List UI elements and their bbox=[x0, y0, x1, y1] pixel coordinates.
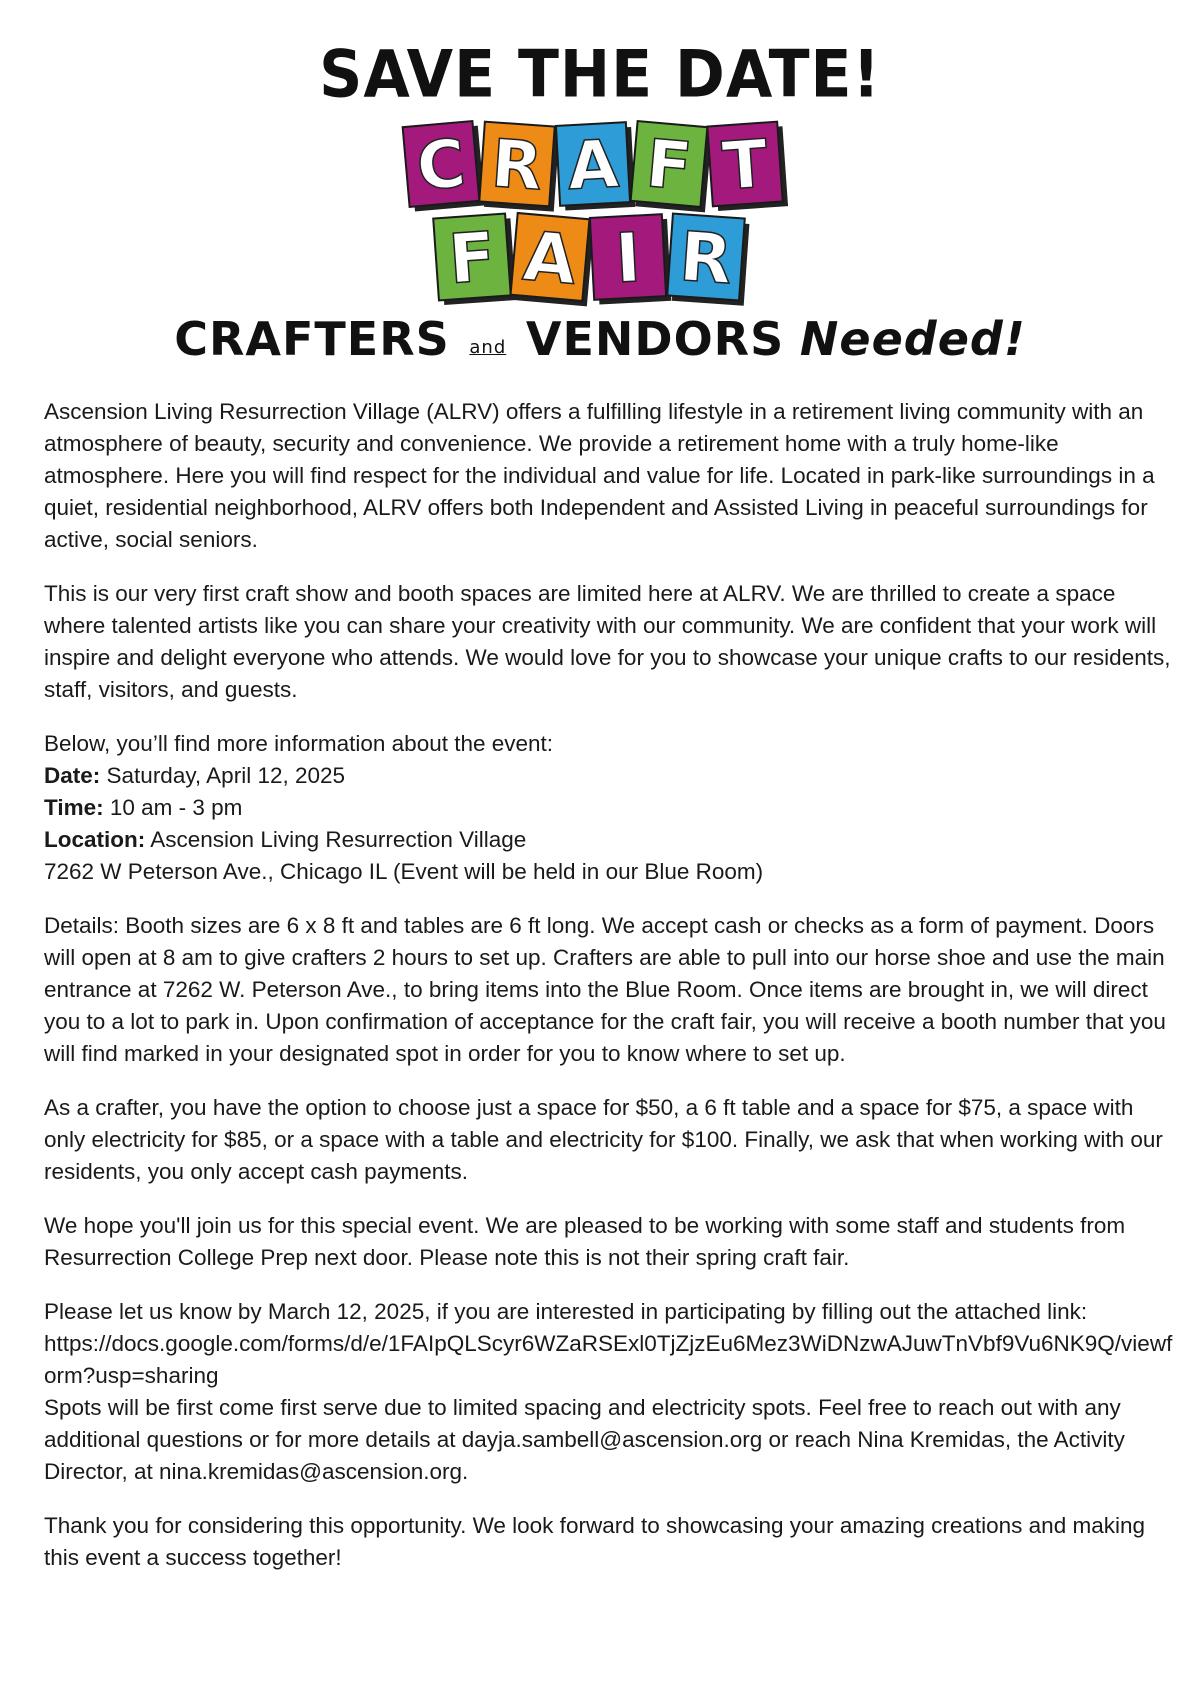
logo-tile bbox=[510, 213, 594, 306]
logo-tile bbox=[630, 121, 712, 212]
event-location-line bbox=[44, 824, 1174, 856]
logo-tile bbox=[707, 121, 788, 211]
location-label: Location: bbox=[44, 827, 146, 852]
subhead-crafters: CRAFTERS bbox=[174, 312, 450, 366]
logo-letter: R bbox=[676, 217, 735, 301]
event-address-line: 7262 W Peterson Ave., Chicago IL (Event will be held in our Blue Room) bbox=[44, 859, 764, 884]
time-label: Time: bbox=[44, 795, 104, 820]
subhead-needed: Needed! bbox=[799, 312, 1026, 366]
logo-letter: F bbox=[446, 217, 499, 300]
logo-letter: T bbox=[719, 125, 771, 206]
closing-paragraph: Thank you for considering this opportunity. We look forward to showcasing your amazing creations and making this event a success together! bbox=[44, 1513, 1145, 1570]
details-paragraph: Details: Booth sizes are 6 x 8 ft and tables are 6 ft long. We accept cash or checks as a form of payment. Doors will open at 8 am to give crafters 2 hours to set up. Crafters are able to pull into our horse shoe and use the main entrance at 7262 W. Peterson Ave., to bring items into the Blue Room. Once items are brought in, we will direct you to a lot to park in. Upon confirmation of acceptance for the craft fair, you will receive a booth number that you will find marked in your designated spot in order for you to know where to set up. bbox=[44, 913, 1166, 1066]
save-the-date-headline: SAVE THE DATE! bbox=[319, 37, 881, 113]
logo-tile bbox=[590, 214, 671, 305]
signup-form-link[interactable]: https://docs.google.com/forms/d/e/1FAIpQLScyr6WZaRSExl0TjZjzEu6Mez3WiDNzwAJuwTnVbf9Vu6NK9Q/viewform?usp=sharing bbox=[44, 1331, 1173, 1388]
intro-paragraph: Ascension Living Resurrection Village (ALRV) offers a fulfilling lifestyle in a retirement living community with an atmosphere of beauty, security and convenience. We provide a retirement home with a truly home-like atmosphere. Here you will find respect for the individual and value for life. Located in park-like surroundings in a quiet, residential neighborhood, ALRV offers both Independent and Assisted Living in peaceful surroundings for active, social seniors. bbox=[44, 399, 1155, 552]
time-value: 10 am - 3 pm bbox=[109, 795, 243, 820]
logo-tile bbox=[479, 122, 560, 212]
logo-letter: A bbox=[565, 125, 621, 206]
rsvp-block bbox=[44, 1296, 1174, 1488]
event-date-line bbox=[44, 760, 1174, 792]
contact-line: Spots will be first come first serve due to limited spacing and electricity spots. Feel free to reach out with any additional questions or for more details at dayja.sambell@ascension.org or reach Nina Kremidas, the Activity Director, at nina.kremidas@ascension.org. bbox=[44, 1395, 1125, 1484]
event-time-line bbox=[44, 792, 1174, 824]
logo-letter: F bbox=[643, 124, 695, 206]
flyer-body bbox=[44, 396, 1174, 1596]
logo-letter: I bbox=[613, 218, 643, 300]
first-show-paragraph: This is our very first craft show and booth spaces are limited here at ALRV. We are thrilled to create a space where talented artists like you can share your creativity with our community. We are confident that your work will inspire and delight everyone who attends. We would love for you to showcase your unique crafts to our residents, staff, visitors, and guests. bbox=[44, 581, 1171, 702]
logo-tile bbox=[433, 213, 516, 305]
logo-tile bbox=[556, 122, 635, 211]
logo-tile bbox=[667, 214, 750, 306]
logo-letter: C bbox=[413, 124, 469, 206]
craft-fair-logo bbox=[398, 118, 798, 308]
subhead-vendors: VENDORS bbox=[525, 312, 785, 366]
event-info-block bbox=[44, 728, 1174, 888]
subhead-and: and bbox=[469, 337, 507, 358]
join-paragraph: We hope you'll join us for this special event. We are pleased to be working with some staff and students from Resurrection College Prep next door. Please note this is not their spring craft fair. bbox=[44, 1213, 1126, 1270]
date-value: Saturday, April 12, 2025 bbox=[106, 763, 346, 788]
logo-letter: R bbox=[488, 125, 545, 206]
logo-tile bbox=[403, 121, 485, 212]
pricing-paragraph: As a crafter, you have the option to choose just a space for $50, a 6 ft table and a space for $75, a space with only electricity for $85, or a space with a table and electricity for $100. Finally, we ask that when working with our residents, you only accept cash payments. bbox=[44, 1095, 1163, 1184]
date-label: Date: bbox=[44, 763, 101, 788]
crafters-vendors-needed-heading bbox=[0, 312, 1200, 366]
logo-letter: A bbox=[520, 217, 580, 301]
event-intro-line: Below, you’ll find more information about the event: bbox=[44, 731, 554, 756]
location-value: Ascension Living Resurrection Village bbox=[150, 827, 527, 852]
rsvp-line: Please let us know by March 12, 2025, if you are interested in participating by filling out the attached link: bbox=[44, 1299, 1088, 1324]
